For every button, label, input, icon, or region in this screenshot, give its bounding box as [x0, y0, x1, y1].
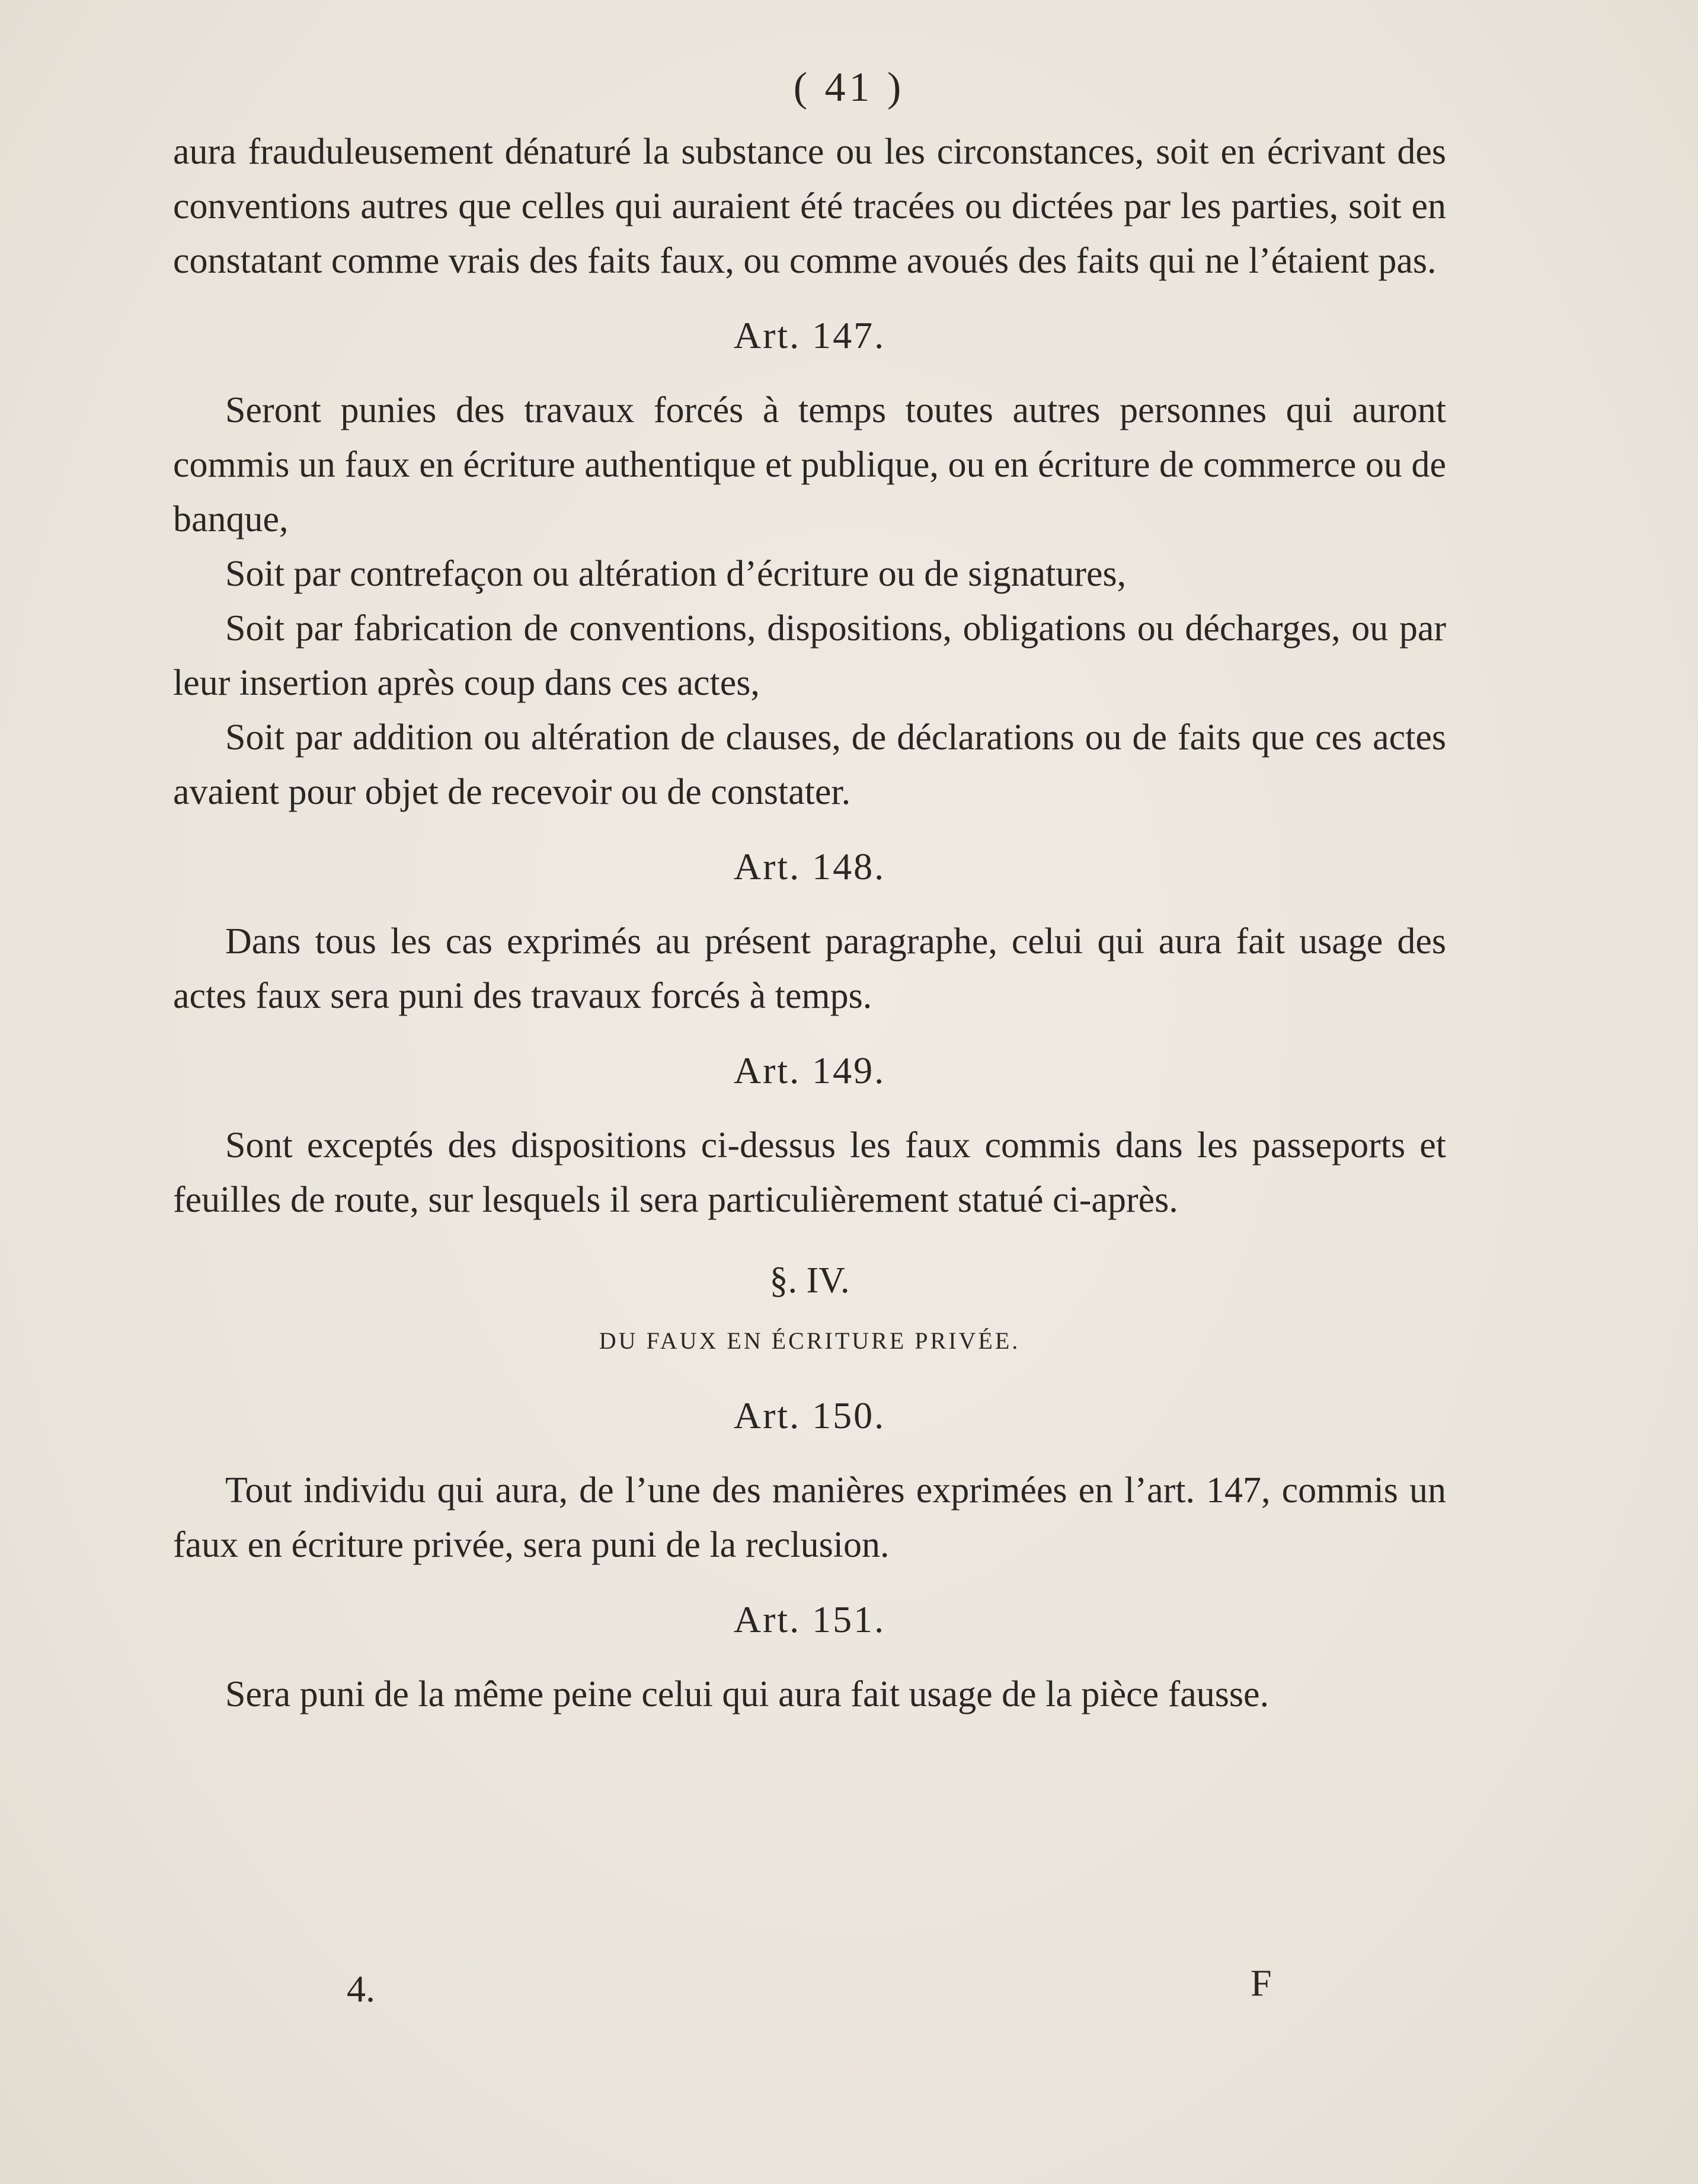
article-147-heading: Art. 147. [733, 314, 886, 356]
article-149-heading: Art. 149. [733, 1049, 886, 1091]
article-151-paragraph: Sera puni de la même peine celui qui aura fait usage de la pièce fausse. [225, 1674, 1269, 1714]
body-text [173, 124, 1446, 1722]
article-147-paragraph-4: Soit par addition ou altération de clauses, de déclarations ou de faits que ces actes avaient pour objet de recevoir ou de constater. [173, 717, 1446, 812]
page-number: ( 41 ) [793, 65, 905, 110]
section-number: §. IV. [769, 1260, 850, 1301]
article-147-paragraph-2: Soit par contrefaçon ou altération d’écriture ou de signatures, [225, 554, 1127, 594]
article-147-paragraph-3: Soit par fabrication de conventions, dispositions, obligations ou décharges, ou par leur insertion après coup dans ces actes, [173, 608, 1446, 703]
article-149-paragraph: Sont exceptés des dispositions ci-dessus les faux commis dans les passeports et feuilles de route, sur lesquels il sera particulièrement statué ci-après. [173, 1125, 1446, 1220]
section-title: DU FAUX EN ÉCRITURE PRIVÉE. [599, 1327, 1021, 1354]
article-147-paragraph-1: Seront punies des travaux forcés à temps toutes autres personnes qui auront commis un faux en écriture authentique et publique, ou en écriture de commerce ou de banque, [173, 390, 1446, 539]
intro-paragraph: aura frauduleusement dénaturé la substance ou les circonstances, soit en écrivant des conventions autres que celles qui auraient été tracées ou dictées par les parties, soit en constatant comme vrais des faits faux, ou comme avoués des faits qui ne l’étaient pas. [173, 132, 1446, 281]
signature-letter: F [1251, 1962, 1272, 2004]
signature-number: 4. [347, 1968, 375, 2010]
article-150-paragraph: Tout individu qui aura, de l’une des manières exprimées en l’art. 147, commis un faux en écriture privée, sera puni de la reclusion. [173, 1470, 1446, 1565]
article-148-paragraph: Dans tous les cas exprimés au présent paragraphe, celui qui aura fait usage des actes faux sera puni des travaux forcés à temps. [173, 921, 1446, 1016]
article-150-heading: Art. 150. [733, 1394, 886, 1436]
article-151-heading: Art. 151. [733, 1598, 886, 1640]
article-148-heading: Art. 148. [733, 845, 886, 887]
